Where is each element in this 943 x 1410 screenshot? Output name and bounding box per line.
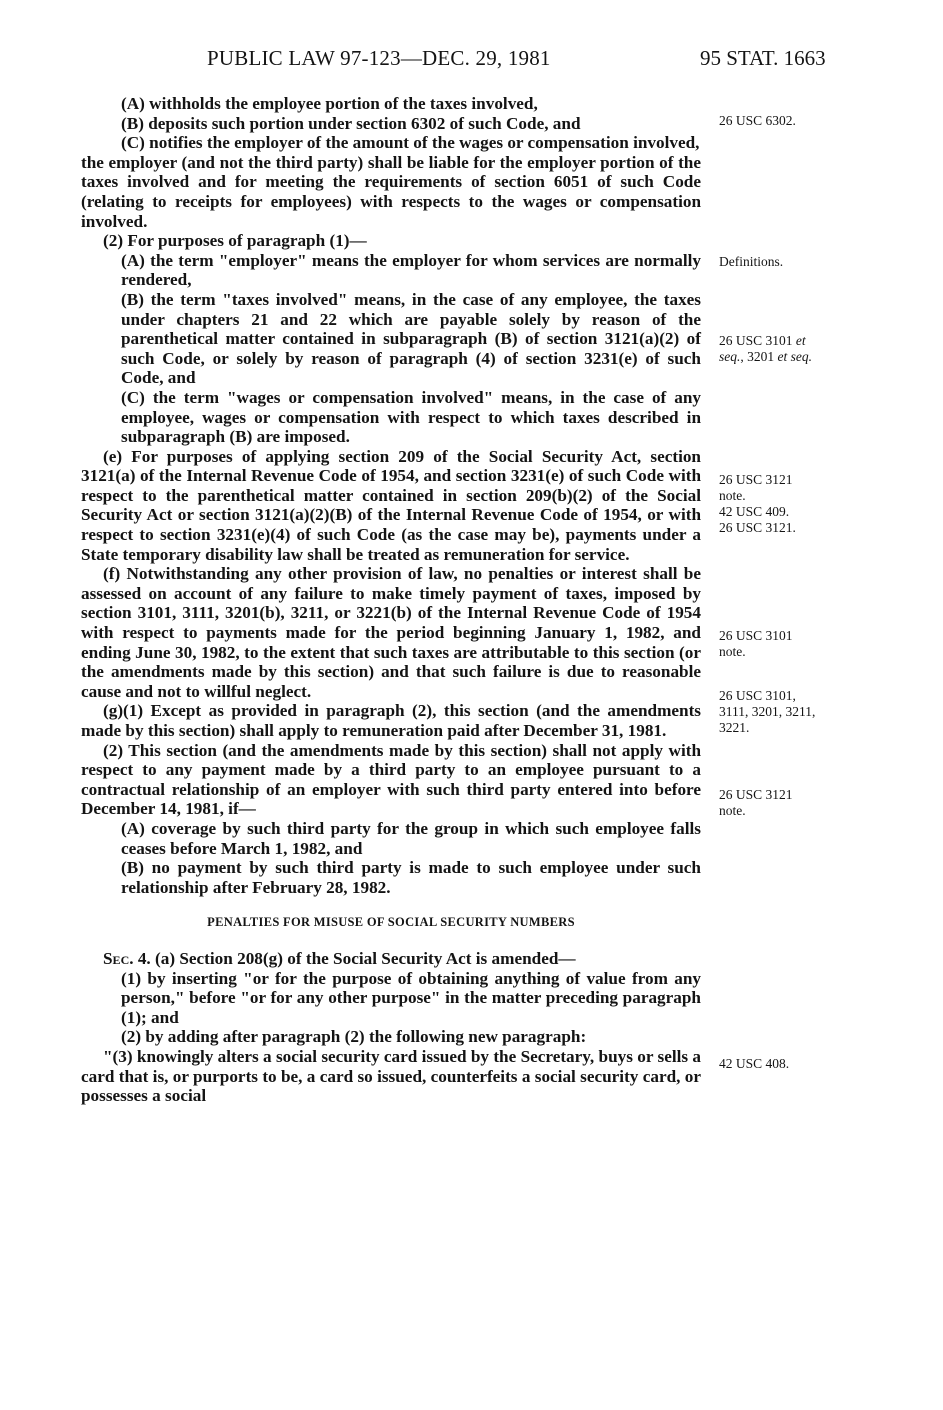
paragraph-a-withholds: (A) withholds the employee portion of the taxes involved,	[121, 94, 538, 113]
margin-note-definitions: Definitions.	[719, 254, 784, 269]
page-number: 95 STAT. 1663	[700, 46, 826, 70]
paragraph-2-purposes: (2) For purposes of paragraph (1)—	[103, 231, 367, 251]
paragraph-c-notifies: (C) notifies the employer of the amount of the wages or compensation involved,	[121, 133, 700, 153]
paragraph-2-adding: (2) by adding after paragraph (2) the following new paragraph:	[121, 1027, 587, 1047]
section-heading: PENALTIES FOR MISUSE OF SOCIAL SECURITY NUMBERS	[207, 915, 575, 930]
section-label: Sec. 4.	[103, 948, 151, 968]
paragraph-b-taxes-involved: (B) the term "taxes involved" means, in the case of any employee, the taxes under chapters 21 and 22 which are payable solely by reason of the parenthetical matter contained in subparagraph (B) of section 3121(a)(2) of such Code, or solely by reason of paragraph (4) of section 3231(e) of such Code, and	[121, 289, 701, 388]
paragraph-e-disability: (e) For purposes of applying section 209 of the Social Security Act, section 3121(a) of the Internal Revenue Code of 1954, and section 3231(e) of such Code with respect to the parenthetical matter contained in section 209(b)(2) of the Social Security Act or section 3121(a)(2)(B) of the Internal Revenue Code of 1954, or with respect to section 3231(e)(4) of such Code (as the case may be), payments under a State temporary disability law shall be treated as remuneration for service.	[81, 446, 701, 564]
paragraph-c-wages-involved: (C) the term "wages or compensation involved" means, in the case of any employee, wages or compensation with respect to which taxes described in subparagraph (B) are imposed.	[121, 387, 701, 447]
paragraph-a-coverage: (A) coverage by such third party for the group in which such employee falls ceases before March 1, 1982, and	[121, 818, 701, 858]
paragraph-g2-exception: (2) This section (and the amendments made by this section) shall not apply with respect to any payment made by a third party to an employee pursuant to a contractual relationship of an employer with such third party entered into before December 14, 1981, if—	[81, 740, 701, 819]
paragraph-g1-effective: (g)(1) Except as provided in paragraph (2), this section (and the amendments made by this section) shall apply to remuneration paid after December 31, 1981.	[81, 701, 701, 740]
margin-note-26usc3121-note: 26 USC 3121 note.	[719, 787, 793, 818]
paragraph-employer-liable: the employer (and not the third party) shall be liable for the employer portion of the taxes involved and for meeting the requirements of section 6051 of such Code (relating to receipts for employees) with respects to the wages or compensation involved.	[81, 152, 701, 231]
margin-note-42usc408: 42 USC 408.	[719, 1056, 790, 1071]
running-header-title: PUBLIC LAW 97-123—DEC. 29, 1981	[207, 46, 551, 70]
main-text	[81, 94, 701, 1106]
paragraph-b-no-payment: (B) no payment by such third party is made to such employee under such relationship after February 28, 1982.	[121, 858, 701, 897]
margin-note-26usc3121-block: 26 USC 3121 note. 42 USC 409. 26 USC 3121.	[719, 472, 796, 535]
paragraph-f-penalties: (f) Notwithstanding any other provision of law, no penalties or interest shall be assessed on account of any failure to make timely payment of taxes, imposed by section 3101, 3111, 3201(b), 3211, or 3221(b) of the Internal Revenue Code of 1954 with respect to payments made for the period beginning January 1, 1982, and ending June 30, 1982, to the extent that such taxes are attributable to this section (or the amendments made by this section) and that such failure is due to reasonable cause and not to willful neglect.	[81, 564, 701, 701]
paragraph-1-inserting: (1) by inserting "or for the purpose of obtaining anything of value from any person," before "or for any other purpose" in the matter preceding paragraph (1); and	[121, 968, 701, 1027]
margin-note-26usc6302: 26 USC 6302.	[719, 113, 796, 128]
section-4a	[81, 949, 701, 969]
section-4a-text: (a) Section 208(g) of the Social Security Act is amended—	[155, 948, 576, 968]
margin-note-26usc3101-list: 26 USC 3101, 3111, 3201, 3211, 3221.	[719, 688, 816, 735]
paragraph-b-deposits: (B) deposits such portion under section 6302 of such Code, and	[121, 113, 581, 133]
paragraph-a-employer-term: (A) the term "employer" means the employer for whom services are normally rendered,	[121, 250, 701, 290]
paragraph-3-knowingly: "(3) knowingly alters a social security card issued by the Secretary, buys or sells a card that is, or purports to be, a card so issued, counterfeits a social security card, or possesses a social	[81, 1046, 701, 1106]
margin-note-26usc3101: 26 USC 3101 et seq., 3201 et seq.	[719, 333, 812, 364]
margin-note-26usc3101-note: 26 USC 3101 note.	[719, 628, 793, 659]
